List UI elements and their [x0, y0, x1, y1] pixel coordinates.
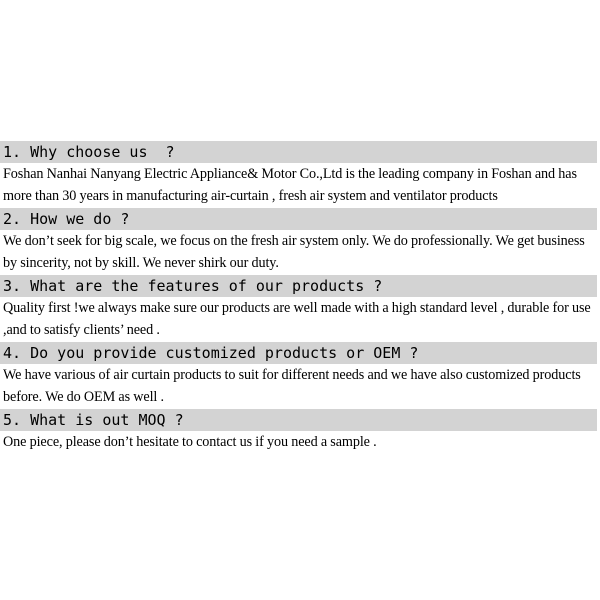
faq-answer: We have various of air curtain products to suit for different needs and we have also customized products before. We do OEM as well .	[3, 367, 581, 405]
faq-question: 4. Do you provide customized products or OEM ?	[0, 342, 597, 364]
faq-question: 5. What is out MOQ ?	[0, 409, 597, 431]
faq-item-moq	[0, 409, 597, 454]
faq-section	[0, 141, 597, 454]
faq-answer: One piece, please don’t hesitate to contact us if you need a sample .	[3, 434, 377, 450]
faq-item-features	[0, 275, 597, 342]
faq-item-how-we-do	[0, 208, 597, 275]
faq-question: 2. How we do ?	[0, 208, 597, 230]
faq-answer: We don’t seek for big scale, we focus on the fresh air system only. We do professionally. We get business by sincerity, not by skill. We never shirk our duty.	[3, 233, 585, 271]
faq-question: 1. Why choose us ?	[0, 141, 597, 163]
faq-item-customized-oem	[0, 342, 597, 409]
faq-question: 3. What are the features of our products ?	[0, 275, 597, 297]
faq-answer: Foshan Nanhai Nanyang Electric Appliance& Motor Co.,Ltd is the leading company in Foshan and has more than 30 years in manufacturing air-curtain , fresh air system and ventilator products	[3, 166, 577, 204]
faq-answer: Quality first !we always make sure our products are well made with a high standard level , durable for use ,and to satisfy clients’ need .	[3, 300, 591, 338]
faq-item-why-choose-us	[0, 141, 597, 208]
